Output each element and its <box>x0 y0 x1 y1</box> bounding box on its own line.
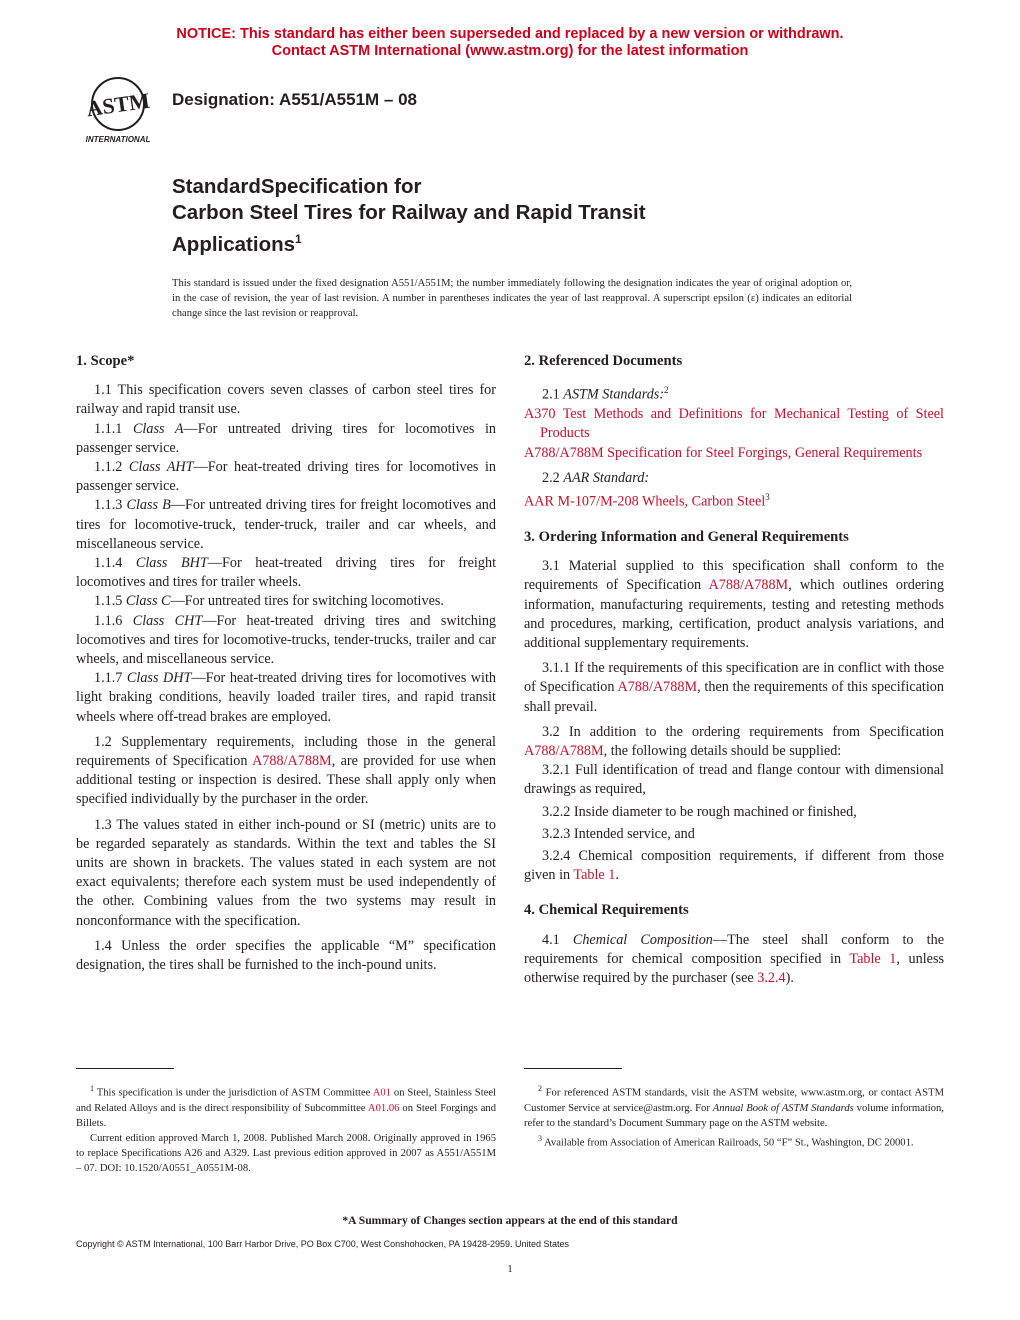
footnote-1 <box>76 1081 496 1131</box>
para-3-2-3: 3.2.3 Intended service, and <box>542 825 695 842</box>
table-1-link[interactable]: Table 1 <box>849 950 897 967</box>
withdrawal-notice <box>0 26 1020 60</box>
footnote-rule <box>524 1068 622 1069</box>
para-text: —The steel shall conform to the requirements for chemical composition specified in <box>524 931 944 967</box>
class-label: Class CHT <box>132 612 203 629</box>
a788-link[interactable]: A788/A788M <box>524 742 604 759</box>
notice-line-1: NOTICE: This standard has either been superseded and replaced by a new version or withdrawn. <box>176 26 844 42</box>
para-3-2 <box>524 723 944 761</box>
para-2-1 <box>524 381 944 405</box>
para-2-2 <box>524 469 944 488</box>
class-label: Class BHT <box>135 555 208 572</box>
para-text: , which outlines ordering information, manufacturing requirements, testing and retesting methods and procedures, marking, certification, product analysis variations, and additional supplementary requirements. <box>524 577 944 651</box>
para-num: 1.1.4 <box>94 555 136 572</box>
para-num: 1.1.2 <box>94 459 129 476</box>
para-1-1-3 <box>76 496 496 554</box>
title-line-2: Carbon Steel Tires for Railway and Rapid Transit <box>172 201 646 224</box>
para-1-1: 1.1 This specification covers seven classes of carbon steel tires for railway and rapid transit use. <box>76 382 496 418</box>
para-text: 3.2 In addition to the ordering requirements from Specification <box>542 723 944 740</box>
para-num: 4.1 <box>542 931 573 948</box>
para-text: , the following details should be supplied: <box>603 742 842 759</box>
para-1-1-7 <box>76 669 496 727</box>
para-text: . <box>615 867 619 884</box>
title-line-3 <box>172 226 646 258</box>
para-1-2 <box>76 733 496 810</box>
logo-subtitle: INTERNATIONAL <box>85 135 151 144</box>
committee-a01-link[interactable]: A01 <box>372 1087 391 1099</box>
para-1-3: 1.3 The values stated in either inch-pound or SI (metric) units are to be regarded separately as standards. Within the text and tables the SI units are shown in brackets. The values stated in each system are not exact equivalents; therefore each system must be used independently of the other. Combining values from the two systems may result in nonconformance with the specification. <box>76 816 496 929</box>
para-text: 3.2.4 Chemical composition requirements, if different from those given in <box>524 847 944 884</box>
page-number: 1 <box>507 1263 513 1275</box>
class-label: Class B <box>126 497 171 514</box>
aar-title-link[interactable]: Wheels, Carbon Steel <box>638 493 766 510</box>
para-text: —For heat-treated driving tires for locomotives with light braking conditions, heavily loaded trailer tires, and rapid transit wheels where off-tread brakes are employed. <box>76 670 496 725</box>
para-num: 2.2 <box>542 469 564 486</box>
section-4-heading: 4. Chemical Requirements <box>524 902 689 919</box>
left-column <box>76 352 496 975</box>
intro-paragraph <box>172 276 852 321</box>
aar-label: AAR Standard: <box>563 469 650 486</box>
para-text: —For heat-treated driving tires and switching locomotives and tires for locomotive-trucks, tender-trucks, trailer and car wheels, and miscellaneous service. <box>76 612 497 668</box>
notice-line-2: Contact ASTM International (www.astm.org) for the latest information <box>271 43 749 59</box>
fn-text: volume information, refer to the standard’s Document Summary page on the ASTM website. <box>524 1102 944 1129</box>
para-text: , unless otherwise required by the purchaser (see <box>524 950 944 986</box>
para-text: —For untreated tires for switching locomotives. <box>170 593 444 610</box>
copyright-line: Copyright © ASTM International, 100 Barr Harbor Drive, PO Box C700, West Conshohocken, PA 19428-2959. United States <box>76 1239 570 1249</box>
para-text: —For heat-treated driving tires for locomotives in passenger service. <box>76 459 497 495</box>
para-num: 1.1.3 <box>94 497 127 514</box>
fn-italic: Annual Book of ASTM Standards <box>712 1102 854 1114</box>
astm-logo-icon <box>74 76 162 146</box>
footnote-1-edition: Current edition approved March 1, 2008. Published March 2008. Originally approved in 1965 to replace Specifications A26 and A329. Last previous edition approved in 2007 as A551/A551M – 07. DOI: 10.1520/A0551_A0551M-08. <box>76 1132 496 1174</box>
section-3-heading: 3. Ordering Information and General Requirements <box>524 528 849 545</box>
a788-link[interactable]: A788/A788M <box>252 753 332 770</box>
para-text: —For untreated driving tires for freight locomotives and tires for locomotive-truck, tender-truck, trailer and car wheels, and miscellaneous service. <box>76 497 496 552</box>
section-3-2-4-link[interactable]: 3.2.4 <box>757 969 786 986</box>
footnotes-right <box>524 1068 944 1150</box>
section-2-heading: 2. Referenced Documents <box>524 353 683 369</box>
title-footnote-mark: 1 <box>295 232 302 246</box>
table-1-link[interactable]: Table 1 <box>573 867 616 884</box>
para-text: 1.2 Supplementary requirements, including those in the general requirements of Specification <box>76 733 496 770</box>
a788-link[interactable]: A788/A788M <box>708 577 789 594</box>
para-3-1-1 <box>524 659 944 717</box>
para-1-1-5 <box>76 592 496 611</box>
chem-label: Chemical Composition <box>572 931 713 948</box>
para-1-1-6 <box>76 612 496 670</box>
para-1-1-2 <box>76 458 496 496</box>
right-column <box>524 352 944 988</box>
footnote-ref: 3 <box>765 491 770 502</box>
astm-logo <box>74 76 162 146</box>
logo-letters: ASTM <box>84 87 152 122</box>
footnote-block-right <box>524 1081 944 1150</box>
para-3-2-4 <box>524 847 944 885</box>
para-1-4: 1.4 Unless the order specifies the applicable “M” specification designation, the tires shall be furnished to the inch-pound units. <box>76 937 496 974</box>
para-4-1 <box>524 931 944 989</box>
subcommittee-a01-06-link[interactable]: A01.06 <box>367 1102 400 1114</box>
footnote-mark: 1 <box>90 1084 94 1093</box>
footnote-mark: 3 <box>538 1133 542 1143</box>
footnote-mark: 2 <box>538 1084 542 1093</box>
a788-title-link[interactable]: Specification for Steel Forgings, General Requirements <box>603 444 923 461</box>
section-1-heading: 1. Scope* <box>76 353 135 369</box>
a370-title-link[interactable]: Test Methods and Definitions for Mechanical Testing of Steel Products <box>540 406 944 442</box>
para-text: —For heat-treated driving tires for freight locomotives and tires for trailer wheels. <box>76 555 497 591</box>
document-title <box>172 174 646 258</box>
para-1-1-4 <box>76 554 496 592</box>
footnote-2 <box>524 1081 944 1131</box>
title-line-1: StandardSpecification for <box>172 175 422 198</box>
footnotes-left <box>76 1068 496 1176</box>
a788-ref-link[interactable]: A788/A788M <box>524 444 604 461</box>
para-num: 1.1.1 <box>94 420 133 437</box>
para-3-2-2: 3.2.2 Inside diameter to be rough machined or finished, <box>542 803 857 820</box>
fn-text: Available from Association of American Railroads, 50 “F” St., Washington, DC 20001. <box>542 1137 914 1149</box>
para-text: , then the requirements of this specification shall prevail. <box>524 679 944 715</box>
ref-a370 <box>524 405 944 443</box>
fn-text: on Steel, Stainless Steel and Related Alloys and is the direct responsibility of Subcommittee <box>76 1087 496 1114</box>
summary-of-changes-note: *A Summary of Changes section appears at the end of this standard <box>342 1214 678 1227</box>
standards-label: ASTM Standards: <box>563 386 665 403</box>
footnote-ref: 2 <box>664 385 669 396</box>
para-text: ). <box>785 969 794 986</box>
footnote-block-left <box>76 1081 496 1176</box>
fn-text: on Steel Forgings and Billets. <box>76 1102 496 1129</box>
para-text: 3.1 Material supplied to this specification shall conform to the requirements of Specification <box>524 558 944 594</box>
fn-text: This specification is under the jurisdiction of ASTM Committee <box>94 1087 373 1099</box>
para-num: 1.1.7 <box>94 670 127 687</box>
footnote-rule <box>76 1068 174 1069</box>
para-num: 1.1.5 <box>94 593 126 610</box>
para-3-2-1: 3.2.1 Full identification of tread and flange contour with dimensional drawings as required, <box>524 762 944 798</box>
designation: Designation: A551/A551M – 08 <box>172 90 418 109</box>
ref-aar <box>524 488 944 512</box>
class-label: Class DHT <box>126 670 192 687</box>
a788-link[interactable]: A788/A788M <box>617 679 698 696</box>
para-num: 2.1 <box>542 386 564 403</box>
class-label: Class C <box>125 593 171 610</box>
aar-link[interactable]: AAR M-107/M-208 <box>524 493 639 510</box>
ref-a788 <box>524 444 944 463</box>
para-text: 3.1.1 If the requirements of this specification are in conflict with those of Specification <box>524 660 944 696</box>
para-text: , are provided for use when additional testing or inspection is desired. These shall apply only when specified individually by the purchaser in the order. <box>76 753 497 808</box>
title-line-3-text: Applications <box>172 232 296 256</box>
intro-text: This standard is issued under the fixed designation A551/A551M; the number immediately following the designation indicates the year of original adoption or, in the case of revision, the year of last revision. A number in parentheses indicates the year of last reapproval. A superscript epsilon (ε) indicates an editorial change since the last revision or reapproval. <box>172 278 852 319</box>
para-1-1-1 <box>76 420 496 458</box>
para-text: —For untreated driving tires for locomotives in passenger service. <box>76 420 497 456</box>
para-num: 1.1.6 <box>94 612 133 629</box>
a370-link[interactable]: A370 <box>524 406 556 423</box>
fn-text: For referenced ASTM standards, visit the ASTM website, www.astm.org, or contact ASTM Customer Service at service@astm.org. For <box>524 1087 944 1114</box>
footnote-3 <box>524 1131 944 1151</box>
class-label: Class A <box>132 420 184 437</box>
class-label: Class AHT <box>128 459 194 476</box>
para-3-1 <box>524 557 944 653</box>
